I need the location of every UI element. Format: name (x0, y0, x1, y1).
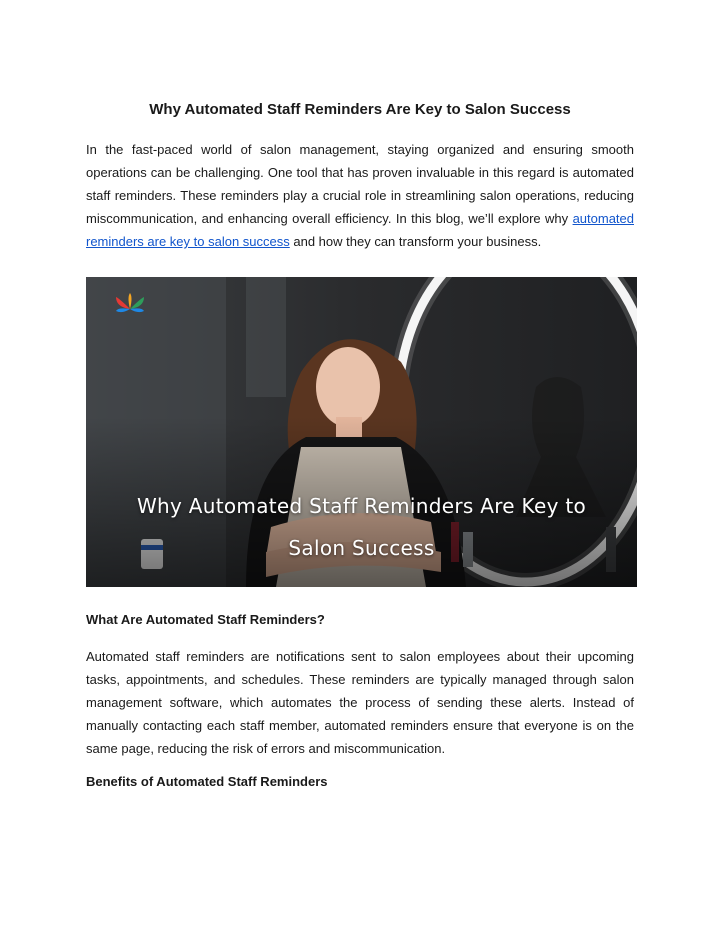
hero-caption-line-1: Why Automated Staff Reminders Are Key to (136, 494, 587, 518)
document-title: Why Automated Staff Reminders Are Key to Salon Success (149, 101, 571, 118)
section-heading-benefits: Benefits of Automated Staff Reminders (86, 774, 328, 789)
salon-success-link[interactable]: automated reminders are key to salon success (86, 211, 634, 249)
intro-text-after-link: and how they can transform your business. (289, 234, 542, 249)
section-heading-what: What Are Automated Staff Reminders? (86, 612, 325, 627)
hero-image (86, 277, 637, 587)
intro-paragraph (86, 138, 634, 253)
hero-caption-line-2: Salon Success (288, 536, 435, 560)
intro-text-before-link: In the fast-paced world of salon management, staying organized and ensuring smooth operations can be challenging. One tool that has proven invaluable in this regard is automated staff reminders. These reminders play a crucial role in streamlining salon operations, reducing miscommunication, and enhancing overall efficiency. In this blog, we’ll explore why (86, 142, 634, 226)
section-what-paragraph: Automated staff reminders are notifications sent to salon employees about their upcoming tasks, appointments, and schedules. These reminders are typically managed through salon management software, which automates the process of sending these alerts. Instead of manually contacting each staff member, automated reminders ensure that everyone is on the same page, reducing the risk of errors and miscommunication. (86, 649, 634, 756)
